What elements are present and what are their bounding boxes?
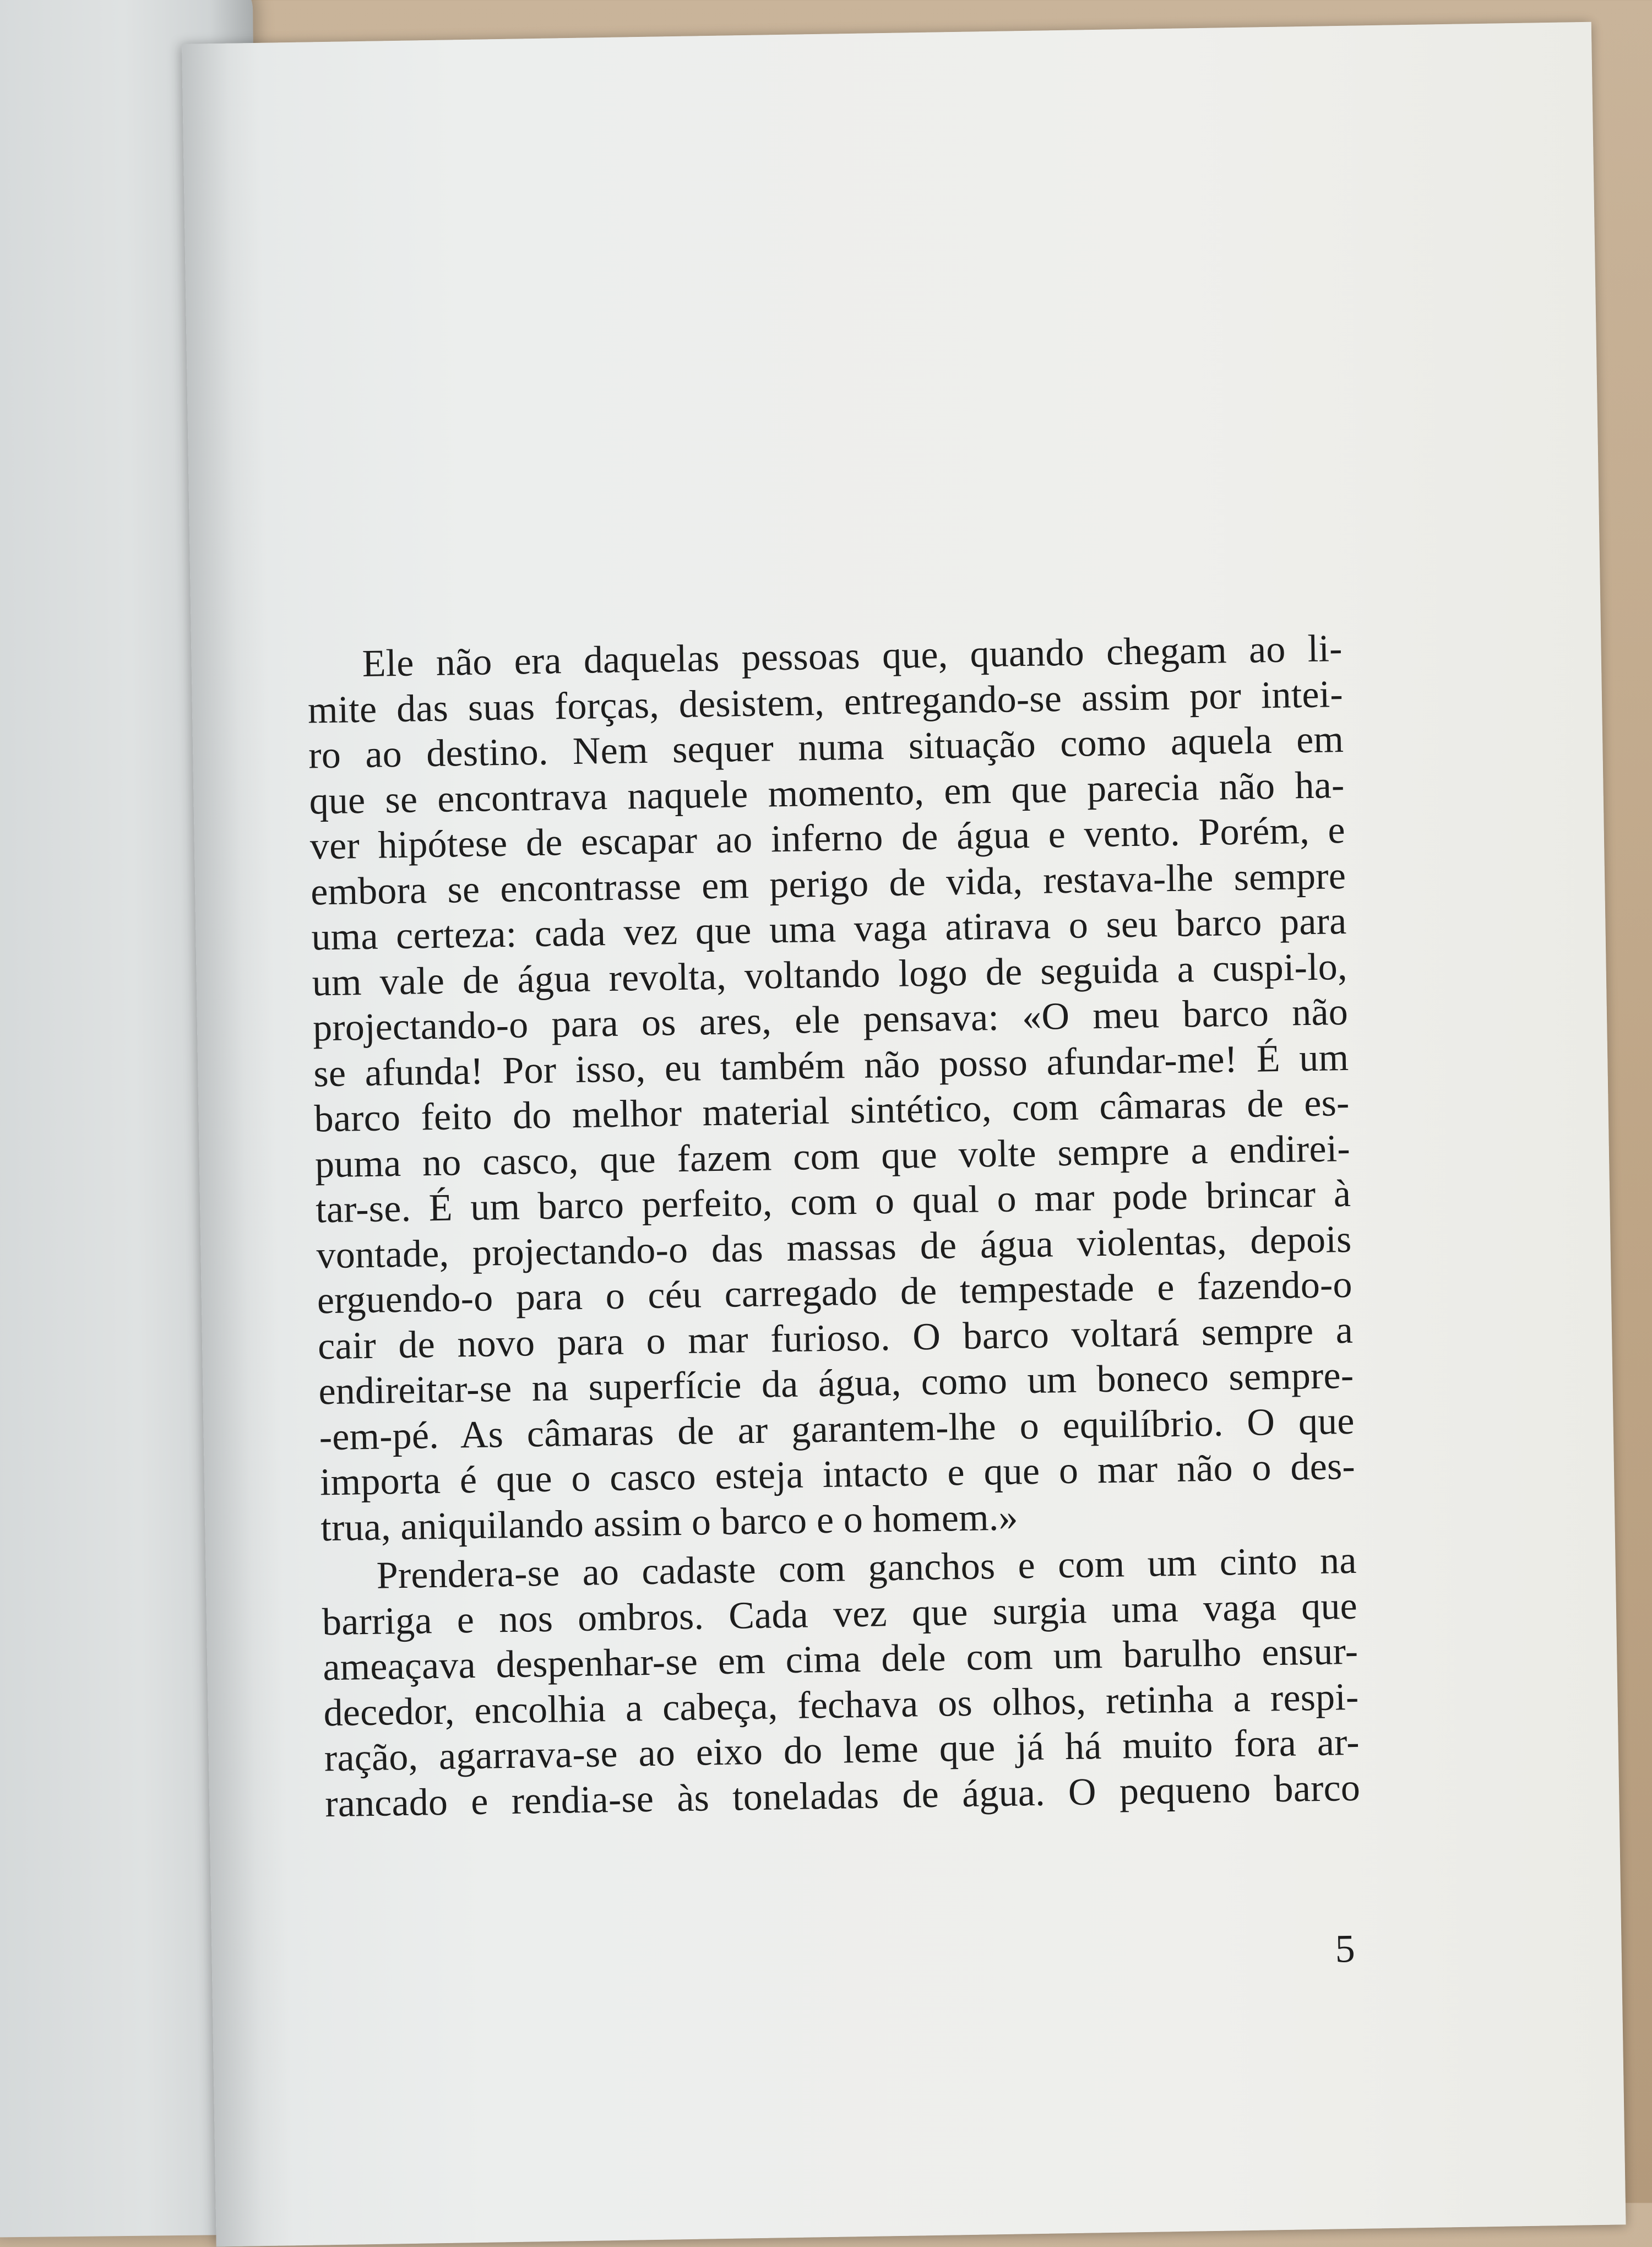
paragraph-1 xyxy=(307,626,1356,1551)
text-line: mite das suas forças, desistem, entregando-se assim por intei- xyxy=(307,672,1344,732)
text-line: que se encontrava naquele momento, em que parecia não ha- xyxy=(309,763,1345,823)
text-line: se afunda! Por isso, eu também não posso afundar-me! É um xyxy=(313,1036,1349,1095)
text-line: projectando-o para os ares, ele pensava: «O meu barco não xyxy=(312,990,1349,1050)
text-line: ver hipótese de escapar ao inferno de água e vento. Porém, e xyxy=(309,808,1346,868)
text-line: ameaçava despenhar-se em cima dele com um barulho ensur- xyxy=(322,1630,1358,1689)
text-line: barriga e nos ombros. Cada vez que surgia uma vaga que xyxy=(322,1584,1358,1643)
show-through-text xyxy=(300,153,1335,169)
text-line: puma no casco, que fazem com que volte sempre a endirei- xyxy=(314,1127,1351,1186)
text-line: Ele não era daquelas pessoas que, quando chegam ao li- xyxy=(362,627,1343,685)
text-line: barco feito do melhor material sintético, com câmaras de es- xyxy=(314,1081,1350,1141)
text-line: tar-se. É um barco perfeito, com o qual o mar pode brincar à xyxy=(315,1172,1351,1231)
text-line: importa é que o casco esteja intacto e que o mar não o des- xyxy=(319,1445,1356,1504)
text-line: decedor, encolhia a cabeça, fechava os olhos, retinha a respi- xyxy=(323,1675,1360,1734)
page-number: 5 xyxy=(1334,1926,1356,1971)
text-line: embora se encontrasse em perigo de vida, restava-lhe sempre xyxy=(310,854,1346,914)
text-line: trua, aniquilando assim o barco e o homem.» xyxy=(320,1495,1019,1549)
text-line: -em-pé. As câmaras de ar garantem-lhe o equilíbrio. O que xyxy=(319,1399,1355,1458)
text-line: Prendera-se ao cadaste com ganchos e com um cinto na xyxy=(376,1539,1357,1597)
book-page xyxy=(182,22,1626,2247)
paragraph-2 xyxy=(321,1538,1361,1827)
text-line: um vale de água revolta, voltando logo de seguida a cuspi-lo, xyxy=(312,945,1348,1004)
text-line: endireitar-se na superfície da água, como um boneco sempre- xyxy=(318,1354,1354,1413)
text-line: ro ao destino. Nem sequer numa situação como aquela em xyxy=(308,718,1344,777)
text-line: vontade, projectando-o das massas de água violentas, depois xyxy=(316,1218,1352,1277)
text-line: uma certeza: cada vez que uma vaga atirava o seu barco para xyxy=(311,899,1347,959)
text-line: erguendo-o para o céu carregado de tempestade e fazendo-o xyxy=(317,1263,1353,1322)
text-line: cair de novo para o mar furioso. O barco voltará sempre a xyxy=(317,1309,1354,1367)
page-body-text xyxy=(307,626,1361,1827)
text-line: rancado e rendia-se às toneladas de água. O pequeno barco xyxy=(324,1766,1361,1825)
text-line: ração, agarrava-se ao eixo do leme que já há muito fora ar- xyxy=(324,1720,1360,1780)
